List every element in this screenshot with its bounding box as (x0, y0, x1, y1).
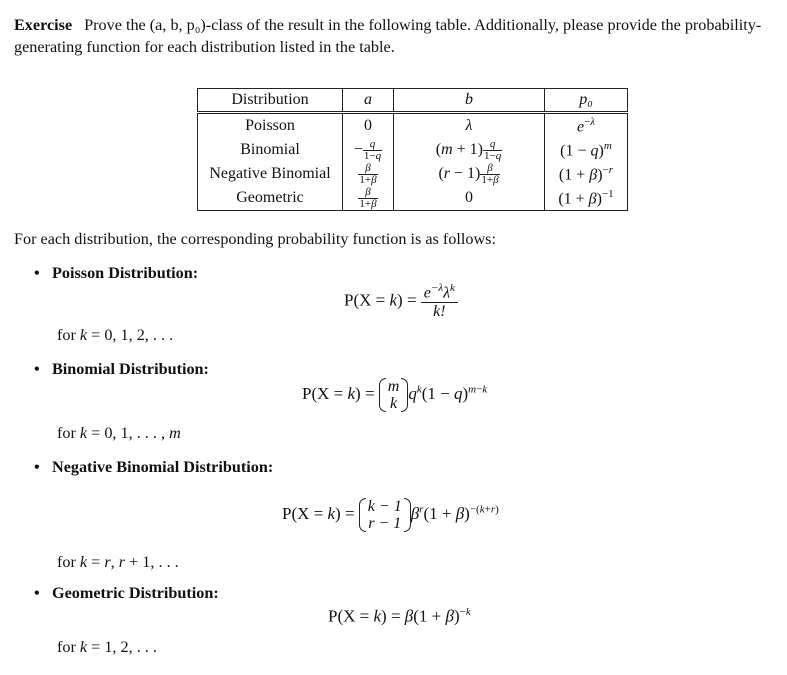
row-name: Negative Binomial (198, 162, 343, 186)
table-row (198, 186, 628, 211)
range-geometric: for k = 1, 2, . . . (57, 638, 157, 656)
bullet-dot-icon: • (34, 264, 40, 282)
exercise-paragraph (14, 14, 779, 58)
row-name: Poisson (198, 113, 343, 139)
row-a: $\frac{\beta}{1+\beta}$ (343, 162, 394, 186)
exercise-text: Prove the (a, b, p₀)-class of the result in the following table. Additionally, please provide the probability-generating function for each distribution listed in the table. (14, 16, 762, 56)
row-a: 0 (343, 113, 394, 139)
exercise-label: Exercise (14, 16, 73, 34)
section-title-binomial: • Binomial Distribution: (34, 360, 209, 378)
formula-binomial: P(X = k) = m k $q^k(1 - q)^{m-k}$ (302, 378, 488, 412)
table-row (198, 138, 628, 162)
range-negative-binomial: for k = r, r + 1, . . . (57, 553, 179, 571)
row-a: $\frac{\beta}{1+\beta}$ (343, 186, 394, 211)
bullet-dot-icon: • (34, 584, 40, 602)
table-header-row (198, 89, 628, 113)
bullet-dot-icon: • (34, 458, 40, 476)
header-p0: p₀ (545, 89, 628, 113)
header-distribution: Distribution (198, 89, 343, 113)
bullet-dot-icon: • (34, 360, 40, 378)
row-b: (r − 1) $\frac{\beta}{1+\beta}$ (394, 162, 545, 186)
row-b: 0 (394, 186, 545, 211)
formula-geometric: $P(X = k) = \beta(1 + \beta)^{-k}$ (328, 606, 471, 626)
distribution-table (197, 88, 628, 211)
row-name: Binomial (198, 138, 343, 162)
section-title-negative-binomial: • Negative Binomial Distribution: (34, 458, 274, 476)
row-p0: $e^{-\lambda}$ (545, 113, 628, 139)
table-row (198, 113, 628, 139)
row-a: − $\frac{q}{1-q}$ (343, 138, 394, 162)
header-a: a (343, 89, 394, 113)
row-p0: $(1 + \beta)^{-r}$ (545, 162, 628, 186)
row-b: (m + 1) $\frac{q}{1-q}$ (394, 138, 545, 162)
row-p0: $(1 - q)^m$ (545, 138, 628, 162)
section-title-poisson: • Poisson Distribution: (34, 264, 199, 282)
table-row (198, 162, 628, 186)
row-b: λ (394, 113, 545, 139)
row-p0: $(1 + \beta)^{-1}$ (545, 186, 628, 211)
intro-text: For each distribution, the corresponding probability function is as follows: (14, 230, 496, 248)
section-title-geometric: • Geometric Distribution: (34, 584, 219, 602)
range-binomial: for k = 0, 1, . . . , m (57, 424, 181, 442)
formula-negative-binomial: P(X = k) = k − 1 r − 1 $\beta^r(1 + \beta)^{-(k+r)}$ (282, 498, 499, 532)
formula-poisson: P(X = k) = $\frac{e^{-\lambda}\lambda^k}{k!}$ (344, 282, 458, 321)
range-poisson: for k = 0, 1, 2, . . . (57, 326, 174, 344)
row-name: Geometric (198, 186, 343, 211)
header-b: b (394, 89, 545, 113)
